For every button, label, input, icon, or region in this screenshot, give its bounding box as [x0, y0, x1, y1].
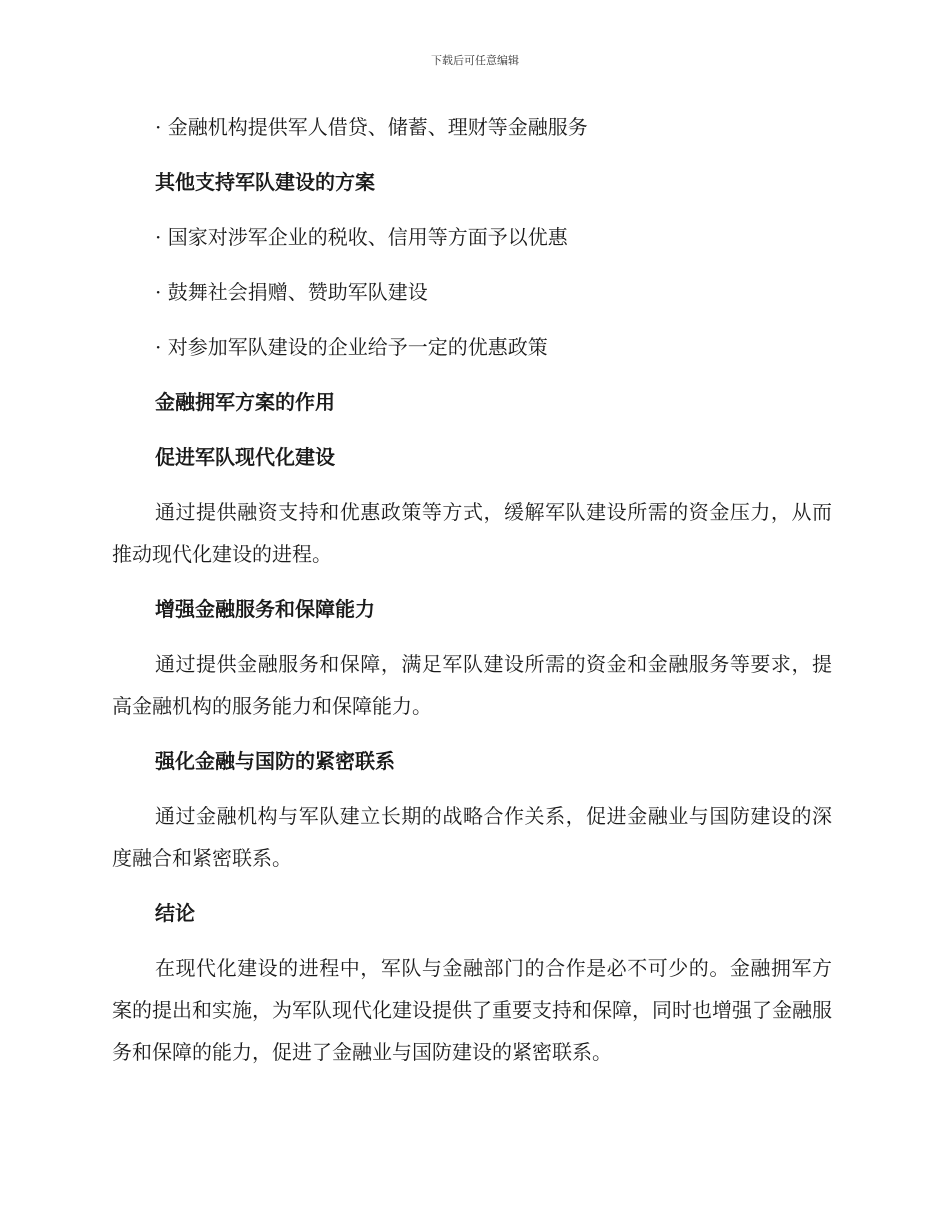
- paragraph-enhance-services: 通过提供金融服务和保障，满足军队建设所需的资金和金融服务等要求，提高金融机构的服务能力和保障能力。: [112, 652, 832, 718]
- heading-role: 金融拥军方案的作用: [155, 390, 335, 414]
- paragraph-modernization: 通过提供融资支持和优惠政策等方式，缓解军队建设所需的资金压力，从而推动现代化建设的进程。: [112, 500, 832, 566]
- heading-other-plans: 其他支持军队建设的方案: [155, 170, 375, 194]
- bullet-tax-credit: · 国家对涉军企业的税收、信用等方面予以优惠: [155, 225, 568, 249]
- heading-strengthen-ties: 强化金融与国防的紧密联系: [155, 749, 395, 773]
- bullet-donation: · 鼓舞社会捐赠、赞助军队建设: [155, 280, 428, 304]
- heading-conclusion: 结论: [155, 901, 195, 925]
- page-header: 下载后可任意编辑: [431, 54, 519, 67]
- bullet-preferential-policy: · 对参加军队建设的企业给予一定的优惠政策: [155, 335, 548, 359]
- document-body: [112, 109, 832, 1089]
- bullet-finance-services: · 金融机构提供军人借贷、储蓄、理财等金融服务: [155, 115, 588, 139]
- heading-modernization: 促进军队现代化建设: [155, 445, 335, 469]
- heading-enhance-services: 增强金融服务和保障能力: [155, 597, 375, 621]
- paragraph-conclusion: 在现代化建设的进程中，军队与金融部门的合作是必不可少的。金融拥军方案的提出和实施，为军队现代化建设提供了重要支持和保障，同时也增强了金融服务和保障的能力，促进了金融业与国防建设的紧密联系。: [112, 956, 832, 1064]
- paragraph-strengthen-ties: 通过金融机构与军队建立长期的战略合作关系，促进金融业与国防建设的深度融合和紧密联系。: [112, 804, 832, 870]
